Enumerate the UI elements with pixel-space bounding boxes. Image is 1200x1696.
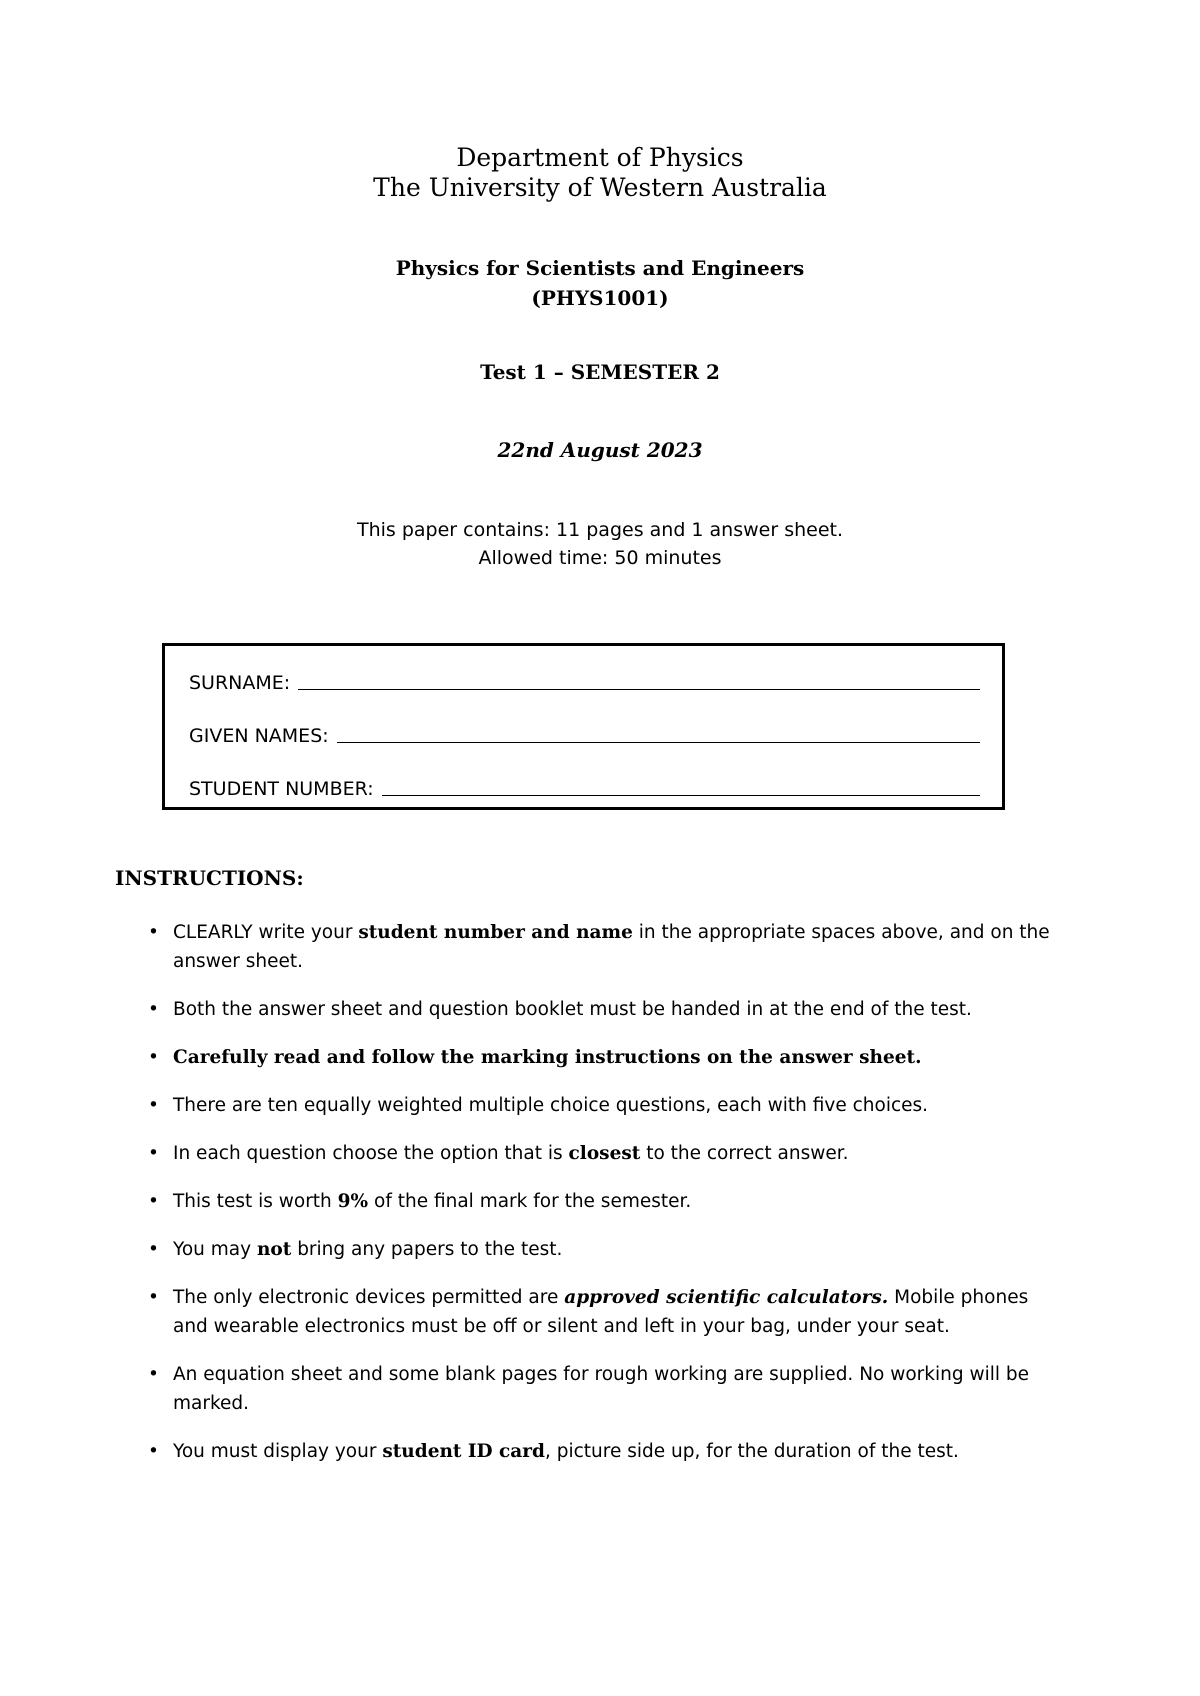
- student-number-line[interactable]: [382, 794, 980, 796]
- given-names-line[interactable]: [337, 741, 980, 743]
- university-name: The University of Western Australia: [373, 173, 827, 202]
- instruction-text: This test is worth: [173, 1191, 338, 1212]
- test-date: 22nd August 2023: [497, 438, 703, 462]
- instruction-item: [148, 995, 1068, 1024]
- instruction-emphasis: closest: [568, 1143, 641, 1164]
- instruction-item: [148, 1187, 1068, 1216]
- course-name: Physics for Scientists and Engineers: [395, 256, 805, 280]
- surname-field[interactable]: [189, 672, 980, 694]
- instruction-item: [148, 1139, 1068, 1168]
- student-number-field[interactable]: [189, 778, 980, 800]
- instruction-item: [148, 1043, 1068, 1072]
- department-name: Department of Physics: [456, 143, 744, 172]
- bullet-icon: •: [148, 1095, 159, 1116]
- course-code: (PHYS1001): [531, 286, 669, 310]
- instruction-text: in the appropriate spaces above, and on the answer sheet.: [173, 922, 1050, 972]
- allowed-time: Allowed time: 50 minutes: [478, 547, 722, 569]
- instruction-item: [148, 918, 1068, 976]
- bullet-icon: •: [148, 1143, 159, 1164]
- instruction-emphasis: not: [256, 1239, 292, 1260]
- bullet-icon: •: [148, 1364, 159, 1385]
- instruction-text: , picture side up, for the duration of the test.: [544, 1441, 959, 1462]
- instruction-text: bring any papers to the test.: [291, 1239, 563, 1260]
- instruction-emphasis: Carefully read and follow the marking instructions on the answer sheet.: [173, 1047, 922, 1068]
- bullet-icon: •: [148, 1239, 159, 1260]
- instruction-text: You may: [173, 1239, 257, 1260]
- instruction-text: There are ten equally weighted multiple choice questions, each with five choices.: [173, 1095, 929, 1116]
- instruction-item: [148, 1437, 1068, 1466]
- bullet-icon: •: [148, 999, 159, 1020]
- bullet-icon: •: [148, 1441, 159, 1462]
- instruction-item: [148, 1235, 1068, 1264]
- instruction-text: You must display your: [173, 1441, 383, 1462]
- instruction-text: CLEARLY write your: [173, 922, 359, 943]
- bullet-icon: •: [148, 922, 159, 943]
- instruction-text: Both the answer sheet and question booklet must be handed in at the end of the test.: [173, 999, 972, 1020]
- student-details-box: [162, 643, 1005, 810]
- given-names-label: GIVEN NAMES:: [189, 725, 329, 747]
- instructions-list: [148, 918, 1068, 1466]
- instruction-text: to the correct answer.: [640, 1143, 849, 1164]
- instruction-text: The only electronic devices permitted are: [173, 1287, 565, 1308]
- paper-info: [0, 516, 1200, 572]
- student-number-label: STUDENT NUMBER:: [189, 778, 374, 800]
- instruction-emphasis: student ID card: [382, 1441, 545, 1462]
- instruction-text: In each question choose the option that is: [173, 1143, 569, 1164]
- instruction-text: An equation sheet and some blank pages for rough working are supplied. No working will be marked.: [173, 1364, 1030, 1414]
- instruction-emphasis: 9%: [337, 1191, 369, 1212]
- test-title: Test 1 – SEMESTER 2: [480, 360, 720, 384]
- instructions-heading: INSTRUCTIONS:: [115, 866, 304, 890]
- surname-label: SURNAME:: [189, 672, 291, 694]
- bullet-icon: •: [148, 1191, 159, 1212]
- paper-contents: This paper contains: 11 pages and 1 answer sheet.: [356, 519, 844, 541]
- given-names-field[interactable]: [189, 725, 980, 747]
- instruction-item: [148, 1360, 1068, 1418]
- instruction-text: of the final mark for the semester.: [368, 1191, 692, 1212]
- instruction-emphasis: student number and name: [358, 922, 633, 943]
- course-block: [0, 253, 1200, 313]
- department-title: [0, 143, 1200, 203]
- surname-line[interactable]: [298, 688, 980, 690]
- bullet-icon: •: [148, 1287, 159, 1308]
- instruction-emphasis: approved scientific calculators.: [564, 1287, 889, 1308]
- instruction-text: Mobile phones and wearable electronics must be off or silent and left in your bag, under your seat.: [173, 1287, 1029, 1337]
- instruction-item: [148, 1091, 1068, 1120]
- instruction-item: [148, 1283, 1068, 1341]
- bullet-icon: •: [148, 1047, 159, 1068]
